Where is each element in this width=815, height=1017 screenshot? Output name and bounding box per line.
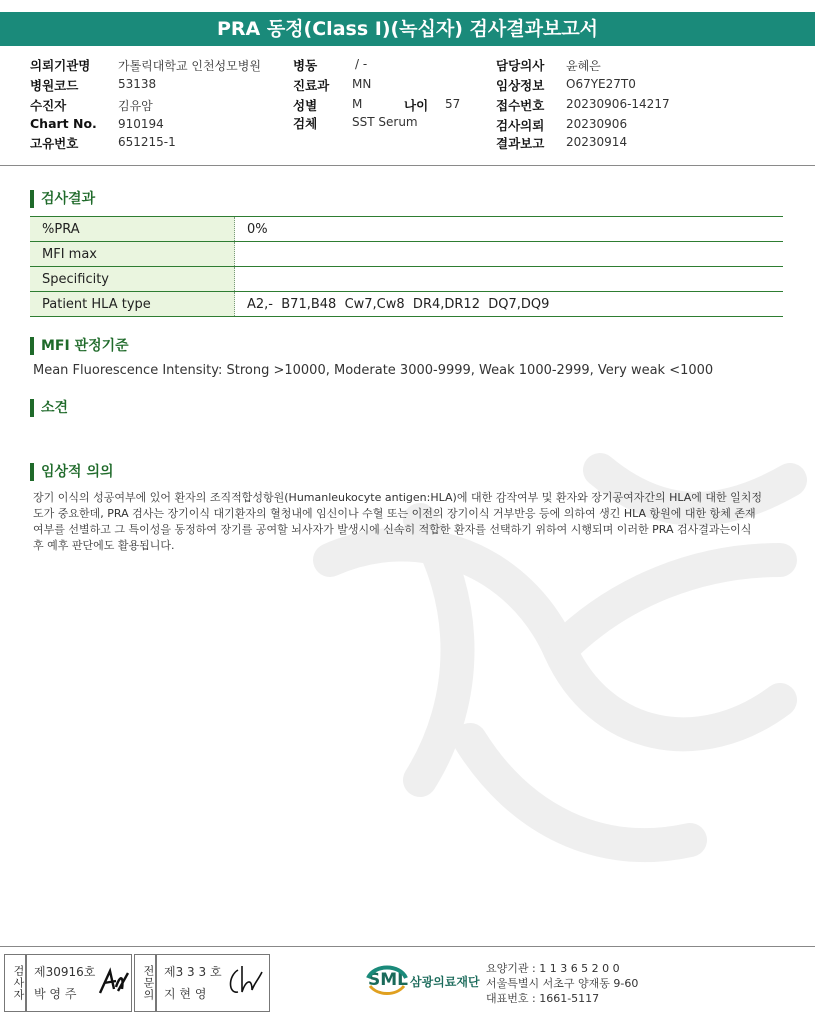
foundation-name: 삼광의료재단 bbox=[410, 975, 480, 989]
clinical-heading: 임상적 의의 bbox=[30, 463, 114, 481]
table-row bbox=[30, 267, 783, 292]
address: 서울특별시 서초구 양재동 9-60 bbox=[486, 977, 639, 990]
report-label: 결과보고 bbox=[496, 136, 545, 151]
row-key: Specificity bbox=[30, 267, 235, 292]
clinical-text: 장기 이식의 성공여부에 있어 환자의 조직적합성항원(Humanleukocyte antigen:HLA)에 대한 감작여부 및 환자와 장기공여자간의 HLA에 대한 일치정도가 중요한데, PRA 검사는 장기이식 대기환자의 혈청내에 임신이나 수혈 또는 이전의 장기이식 거부반응 등에 의하여 생긴 HLA 항원에 대한 항체 존재 여부를 선별하고 그 특이성을 동정하여 장기를 공여할 뇌사자가 발생시에 신속히 적합한 환자를 선택하기 위하여 시행되며 이러한 PRA 검사결과는이식 후 예후 판단에도 활용됩니다. bbox=[33, 491, 763, 552]
request-value: 20230906 bbox=[566, 117, 628, 131]
age-label: 나이 bbox=[404, 98, 429, 113]
row-value: A2,- B71,B48 Cw7,Cw8 DR4,DR12 DQ7,DQ9 bbox=[247, 296, 550, 312]
specialist-label: 전문의 bbox=[142, 965, 155, 1001]
tester-label-box bbox=[4, 954, 26, 1012]
hospital-label: 의뢰기관명 bbox=[30, 58, 91, 73]
report-value: 20230914 bbox=[566, 135, 628, 149]
age-value: 57 bbox=[445, 97, 461, 111]
opinion-heading: 소견 bbox=[30, 399, 68, 417]
row-value bbox=[235, 242, 784, 267]
code-value: 53138 bbox=[118, 77, 157, 91]
ward-value: / - bbox=[355, 57, 368, 71]
dept-label: 진료과 bbox=[293, 78, 330, 93]
sml-logo-icon bbox=[364, 960, 410, 1000]
table-row bbox=[30, 242, 783, 267]
table-row bbox=[30, 217, 783, 242]
sex-value: M bbox=[352, 97, 363, 111]
chart-value: 910194 bbox=[118, 117, 164, 131]
info-divider bbox=[0, 165, 815, 166]
row-key: %PRA bbox=[30, 217, 235, 242]
patient-label: 수진자 bbox=[30, 98, 67, 113]
receipt-value: 20230906-14217 bbox=[566, 97, 670, 111]
specialist-label-box bbox=[134, 954, 156, 1012]
row-value bbox=[235, 267, 784, 292]
logo-text: SML bbox=[368, 970, 408, 990]
hospital-value: 가톨릭대학교 인천성모병원 bbox=[118, 59, 261, 73]
ward-label: 병동 bbox=[293, 58, 318, 73]
report-title: PRA 동정(Class I)(녹십자) 검사결과보고서 bbox=[0, 12, 815, 46]
tester-signature bbox=[96, 965, 130, 999]
patient-info bbox=[0, 52, 815, 166]
code-label: 병원코드 bbox=[30, 78, 79, 93]
specimen-value: SST Serum bbox=[352, 115, 418, 129]
patient-value: 김유암 bbox=[118, 99, 153, 113]
row-key: Patient HLA type bbox=[30, 292, 235, 317]
specimen-label: 검체 bbox=[293, 116, 318, 131]
unique-label: 고유번호 bbox=[30, 136, 79, 151]
request-label: 검사의뢰 bbox=[496, 118, 545, 133]
chart-label: Chart No. bbox=[30, 116, 97, 131]
row-value: 0% bbox=[247, 221, 268, 237]
clinical-info-label: 임상정보 bbox=[496, 78, 545, 93]
mfi-criteria: Mean Fluorescence Intensity: Strong >10000, Moderate 3000-9999, Weak 1000-2999, Very weak <1000 bbox=[33, 363, 714, 378]
clinical-info-value: O67YE27T0 bbox=[566, 77, 636, 91]
specialist-name: 지 현 영 bbox=[164, 987, 207, 1001]
row-key: MFI max bbox=[30, 242, 235, 267]
receipt-label: 접수번호 bbox=[496, 98, 545, 113]
unique-value: 651215-1 bbox=[118, 135, 176, 149]
mfi-heading: MFI 판정기준 bbox=[30, 337, 129, 355]
specialist-no: 제3 3 3 호 bbox=[164, 965, 222, 979]
phone: 대표번호 : 1661-5117 bbox=[486, 992, 600, 1005]
tester-name: 박 영 주 bbox=[34, 987, 77, 1001]
table-row bbox=[30, 292, 783, 317]
tester-no: 제30916호 bbox=[34, 965, 96, 979]
institution-no: 요양기관 : 1 1 3 6 5 2 0 0 bbox=[486, 962, 620, 975]
sex-label: 성별 bbox=[293, 98, 318, 113]
results-heading: 검사결과 bbox=[30, 190, 95, 208]
dept-value: MN bbox=[352, 77, 372, 91]
results-table bbox=[30, 216, 783, 317]
footer-divider bbox=[0, 946, 815, 947]
tester-label: 검사자 bbox=[12, 965, 25, 1001]
doctor-label: 담당의사 bbox=[496, 58, 545, 73]
doctor-value: 윤혜은 bbox=[566, 59, 601, 73]
specialist-signature bbox=[224, 962, 264, 1002]
